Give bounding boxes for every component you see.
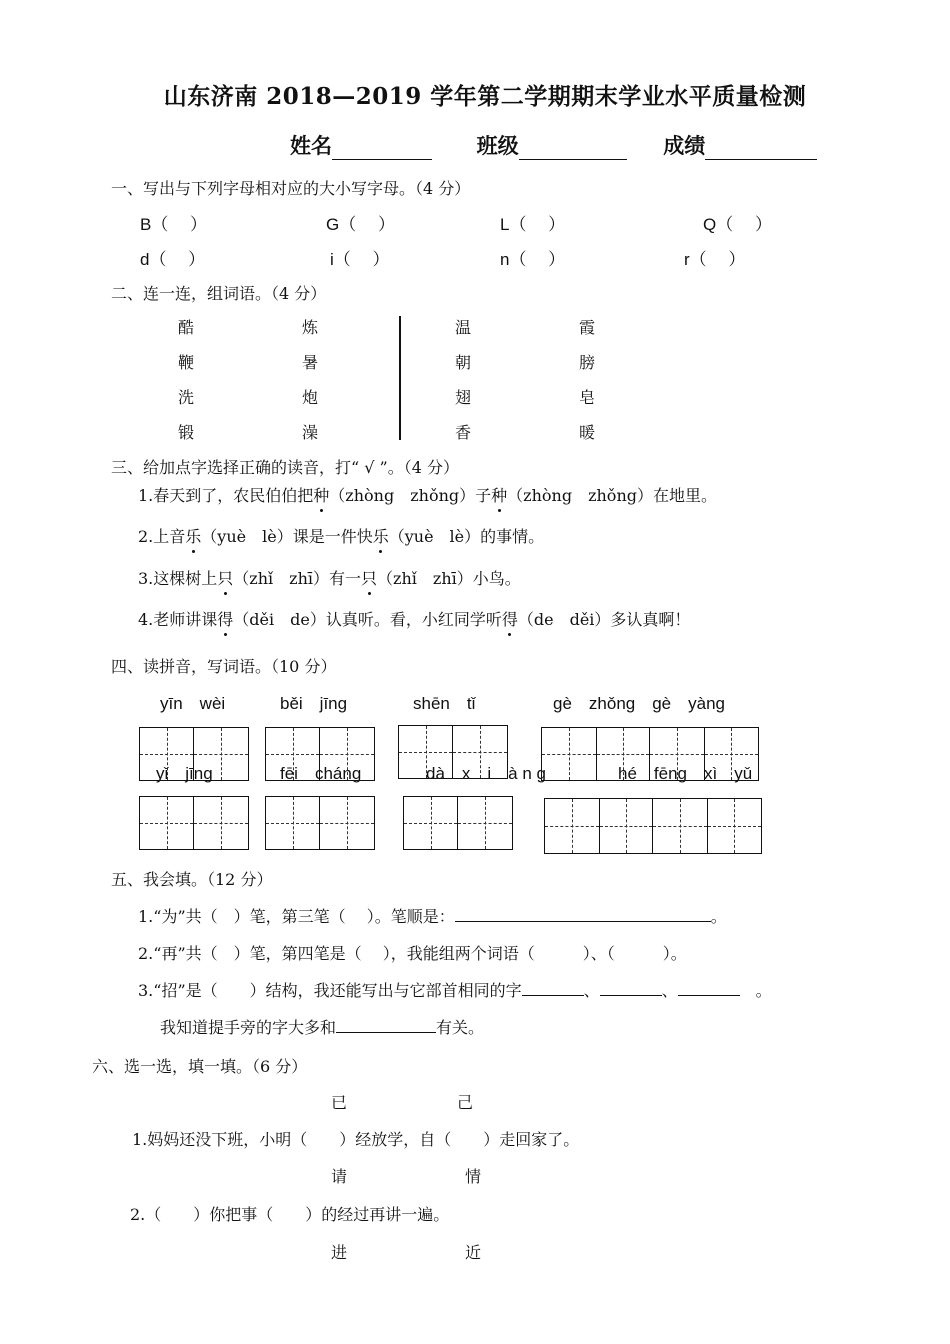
match-char[interactable]: 炮 xyxy=(302,388,319,407)
letter-blank[interactable]: n（ ） xyxy=(500,250,566,269)
fill-question-4 xyxy=(160,1015,484,1038)
question-text: 有关。 xyxy=(436,1018,485,1037)
student-info-row xyxy=(290,130,817,160)
pinyin-label: dà x i à n g xyxy=(426,764,546,783)
score-field[interactable] xyxy=(705,137,817,160)
section-6-heading: 六、选一选，填一填。（6 分） xyxy=(92,1057,308,1076)
match-char[interactable]: 澡 xyxy=(302,423,319,442)
score-label: 成绩 xyxy=(663,133,706,158)
section-3-heading: 三、给加点字选择正确的读音，打“ √ ”。（4 分） xyxy=(111,458,459,477)
dotted-char: 乐 xyxy=(372,527,389,546)
answer-line[interactable] xyxy=(600,979,662,996)
answer-line[interactable] xyxy=(678,979,740,996)
name-field[interactable] xyxy=(332,137,432,160)
question-text: 2.上音 xyxy=(138,527,186,546)
writing-grid[interactable] xyxy=(265,796,375,850)
pinyin-label: hé fēng xì yǔ xyxy=(618,764,753,783)
letter-blank[interactable]: G（ ） xyxy=(326,215,395,234)
match-char[interactable]: 霞 xyxy=(579,318,596,337)
pinyin-options[interactable]: （de děi）多认真啊！ xyxy=(517,610,691,629)
match-char[interactable]: 膀 xyxy=(579,353,596,372)
section-4-heading: 四、读拼音，写词语。（10 分） xyxy=(111,657,337,676)
pinyin-label: běi jīng xyxy=(280,694,348,713)
match-char[interactable]: 洗 xyxy=(178,388,195,407)
match-char[interactable]: 温 xyxy=(455,318,472,337)
reading-question-4 xyxy=(138,607,690,630)
section-5-heading: 五、我会填。（12 分） xyxy=(111,870,273,889)
separator: 、 xyxy=(583,981,600,1000)
pinyin-options[interactable]: （yuè lè）的事情。 xyxy=(388,527,545,546)
choice-char: 近 xyxy=(465,1243,482,1262)
section-1-heading: 一、写出与下列字母相对应的大小写字母。（4 分） xyxy=(111,179,471,198)
choice-char: 情 xyxy=(465,1167,482,1186)
choice-char: 请 xyxy=(331,1167,348,1186)
question-text: 我知道提手旁的字大多和 xyxy=(160,1018,337,1037)
reading-question-1 xyxy=(138,483,717,506)
class-label: 班级 xyxy=(476,133,519,158)
match-char[interactable]: 炼 xyxy=(302,318,319,337)
question-text: 。 xyxy=(710,907,727,926)
writing-grid[interactable] xyxy=(544,798,762,854)
match-char[interactable]: 翅 xyxy=(455,388,472,407)
pinyin-label: fēi cháng xyxy=(280,764,362,783)
pinyin-label: shēn tǐ xyxy=(413,694,476,713)
match-char[interactable]: 酷 xyxy=(178,318,195,337)
exam-title: 山东济南 2018—2019 学年第二学期期末学业水平质量检测 xyxy=(163,83,807,110)
answer-line[interactable] xyxy=(336,1016,436,1033)
dotted-char: 种 xyxy=(313,486,330,505)
choice-char: 进 xyxy=(331,1243,348,1262)
pinyin-options[interactable]: （zhǐ zhī）有一 xyxy=(233,569,362,588)
section-2-heading: 二、连一连，组词语。（4 分） xyxy=(111,284,327,303)
match-char[interactable]: 鞭 xyxy=(178,353,195,372)
writing-grid[interactable] xyxy=(139,796,249,850)
match-char[interactable]: 暑 xyxy=(302,353,319,372)
question-text: 3.“招”是（ ）结构，我还能写出与它部首相同的字 xyxy=(138,981,522,1000)
choice-question-1[interactable]: 1.妈妈还没下班，小明（ ）经放学，自（ ）走回家了。 xyxy=(132,1130,580,1149)
letter-blank[interactable]: Q（ ） xyxy=(703,215,772,234)
reading-question-3 xyxy=(138,566,521,589)
dotted-char: 乐 xyxy=(185,527,202,546)
match-char[interactable]: 锻 xyxy=(178,423,195,442)
question-text: 3.这棵树上 xyxy=(138,569,218,588)
choice-char: 己 xyxy=(457,1093,474,1112)
pinyin-label: yǐ jīng xyxy=(156,764,213,783)
dotted-char: 只 xyxy=(217,569,234,588)
letter-blank[interactable]: L（ ） xyxy=(500,215,566,234)
fill-question-1 xyxy=(138,904,727,927)
divider-line xyxy=(399,316,401,440)
pinyin-label: yīn wèi xyxy=(160,694,226,713)
letter-blank[interactable]: i（ ） xyxy=(330,250,390,269)
pinyin-label: gè zhǒng gè yàng xyxy=(553,694,726,713)
question-text: 1.春天到了，农民伯伯把 xyxy=(138,486,314,505)
dotted-char: 种 xyxy=(491,486,508,505)
pinyin-options[interactable]: （yuè lè）课是一件快 xyxy=(201,527,373,546)
pinyin-options[interactable]: （zhòng zhǒng）在地里。 xyxy=(507,486,717,505)
class-field[interactable] xyxy=(519,137,627,160)
letter-blank[interactable]: B（ ） xyxy=(140,215,208,234)
letter-blank[interactable]: d（ ） xyxy=(140,250,206,269)
question-text: 4.老师讲课 xyxy=(138,610,218,629)
reading-question-2 xyxy=(138,524,544,547)
name-label: 姓名 xyxy=(290,133,332,158)
question-text: 1.“为”共（ ）笔，第三笔（ ）。笔顺是： xyxy=(138,907,455,926)
match-char[interactable]: 香 xyxy=(455,423,472,442)
pinyin-options[interactable]: （zhǐ zhī）小鸟。 xyxy=(377,569,521,588)
fill-question-2[interactable]: 2.“再”共（ ）笔，第四笔是（ ），我能组两个词语（ ）、（ ）。 xyxy=(138,944,687,963)
dotted-char: 得 xyxy=(217,610,234,629)
answer-line[interactable] xyxy=(455,905,711,922)
separator: 、 xyxy=(661,981,678,1000)
choice-char: 已 xyxy=(331,1093,348,1112)
match-char[interactable]: 朝 xyxy=(455,353,472,372)
dotted-char: 得 xyxy=(501,610,518,629)
writing-grid[interactable] xyxy=(403,796,513,850)
letter-blank[interactable]: r（ ） xyxy=(684,250,746,269)
pinyin-options[interactable]: （děi de）认真听。看，小红同学听 xyxy=(233,610,502,629)
fill-question-3 xyxy=(138,978,772,1001)
match-char[interactable]: 皂 xyxy=(579,388,596,407)
answer-line[interactable] xyxy=(522,979,584,996)
pinyin-options[interactable]: （zhòng zhǒng）子 xyxy=(329,486,492,505)
question-text: 。 xyxy=(739,981,772,1000)
dotted-char: 只 xyxy=(361,569,378,588)
choice-question-2[interactable]: 2.（ ）你把事（ ）的经过再讲一遍。 xyxy=(130,1205,450,1224)
match-char[interactable]: 暖 xyxy=(579,423,596,442)
